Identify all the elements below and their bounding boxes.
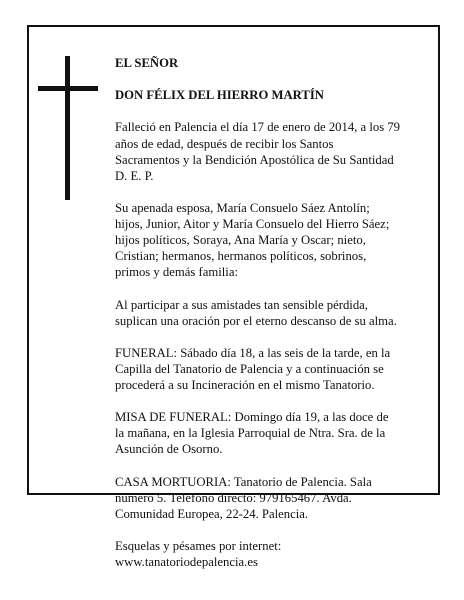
- cross-horizontal-bar: [38, 86, 98, 91]
- notice-text: [115, 39, 435, 586]
- obituary-notice: [27, 25, 440, 569]
- death-paragraph: Falleció en Palencia el día 17 de enero de 2014, a los 79 años de edad, después de recibir los Santos Sacramentos y la Bendición Apostólica de Su Santidad D. E. P.: [115, 120, 401, 183]
- mortuary-paragraph: CASA MORTUORIA: Tanatorio de Palencia. Sala número 5. Teléfono directo: 979165467. Avda. Comunidad Europea, 22-24. Palencia.: [115, 474, 372, 521]
- cross-vertical-bar: [65, 56, 70, 200]
- family-paragraph: Su apenada esposa, María Consuelo Sáez Antolín; hijos, Junior, Aitor y María Consuelo del Hierro Sáez; hijos políticos, Soraya, Ana María y Oscar; nieto, Cristian; hermanos, hermanos políticos, sobrinos, primos y demás familia:: [115, 200, 390, 280]
- funeral-mass-paragraph: MISA DE FUNERAL: Domingo día 19, a las doce de la mañana, en la Iglesia Parroquial de Ntra. Sra. de la Asunción de Osorno.: [115, 410, 389, 457]
- deceased-name: DON FÉLIX DEL HIERRO MARTÍN: [115, 88, 324, 103]
- cross-icon: [38, 56, 98, 200]
- header-title: EL SEÑOR: [115, 56, 179, 71]
- prayer-paragraph: Al participar a sus amistades tan sensible pérdida, suplican una oración por el eterno descanso de su alma.: [115, 297, 397, 328]
- online-condolences-paragraph: Esquelas y pésames por internet: www.tanatoriodepalencia.es: [115, 538, 282, 569]
- funeral-paragraph: FUNERAL: Sábado día 18, a las seis de la tarde, en la Capilla del Tanatorio de Palencia y a continuación se procederá a su Incineración en el mismo Tanatorio.: [115, 345, 391, 392]
